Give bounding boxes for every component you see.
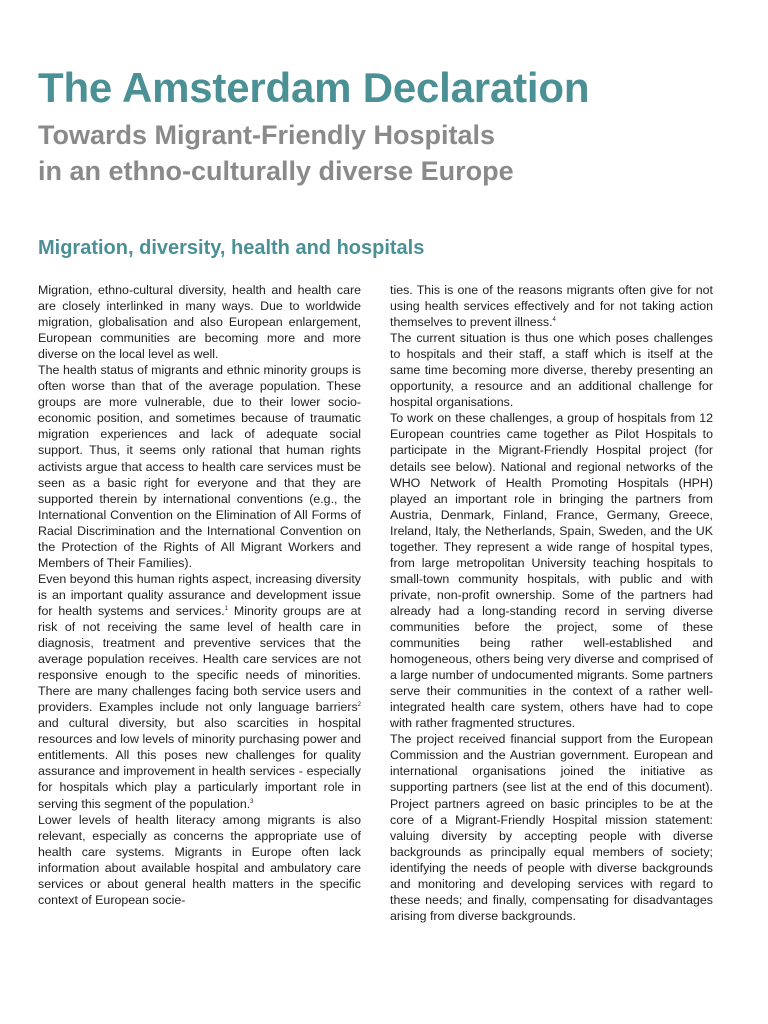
paragraph: [390, 282, 713, 330]
footnote-marker: 4: [552, 316, 556, 323]
paragraph: [38, 571, 361, 812]
footnote-marker: 3: [250, 798, 254, 805]
paragraph-text: Even beyond this human rights aspect, increasing diversity is an important quality assurance and development issue for health systems and services.: [38, 571, 361, 618]
footnote-marker: 2: [357, 702, 361, 709]
right-text-column: [390, 282, 713, 924]
paragraph-text: ties. This is one of the reasons migrants often give for not using health services effectively and for not taking action themselves to prevent illness.: [390, 283, 713, 330]
paragraph: The health status of migrants and ethnic minority groups is often worse than that of the average population. These groups are more vulnerable, due to their lower socio-economic position, and sometimes because of traumatic migration experiences and lack of adequate social support. Thus, it seems only rational that human rights activists argue that access to health care services must be seen as a basic right for everyone and that they are supported therein by international conventions (e.g., the International Convention on the Elimination of All Forms of Racial Discrimination and the International Convention on the Protection of the Rights of All Migrant Workers and Members of Their Families).: [38, 363, 361, 570]
paragraph-text: and cultural diversity, but also scarcities in hospital resources and low levels of minority purchasing power and entitlements. All this poses new challenges for quality assurance and improvement in health services - especially for hospitals which play a particularly important role in serving this segment of the population.: [38, 716, 361, 811]
paragraph: To work on these challenges, a group of hospitals from 12 European countries came together as Pilot Hospitals to participate in the Migrant-Friendly Hospital project (for details see below). National and regional networks of the WHO Network of Health Promoting Hospitals (HPH) played an important role in bringing the partners from Austria, Denmark, Finland, France, Germany, Greece, Ireland, Italy, the Netherlands, Spain, Sweden, and the UK together. They represent a wide range of hospital types, from large metropolitan University teaching hospitals to small-town community hospitals, with public and with private, non-profit ownership. Some of the partners had already had a long-standing record in serving diverse communities before the project, some of these communities being rather well-established and homogeneous, others being very diverse and comprised of a large number of undocumented migrants. Some partners serve their communities in the context of a rather well-integrated health care system, others have had to cope with rather fragmented structures.: [390, 411, 713, 731]
document-title: The Amsterdam Declaration: [38, 64, 590, 111]
section-heading: Migration, diversity, health and hospitals: [38, 237, 425, 259]
paragraph: Lower levels of health literacy among migrants is also relevant, especially as concerns the appropriate use of health care systems. Migrants in Europe often lack information about available hospital and ambulatory care services or about general health matters in the specific context of European socie-: [38, 812, 361, 907]
paragraph: The project received financial support from the European Commission and the Austrian government. European and international organisations joined the initiative as supporting partners (see list at the end of this document). Project partners agreed on basic principles to be at the core of a Migrant-Friendly Hospital mission statement: valuing diversity by accepting people with diverse backgrounds as principally equal members of society; identifying the needs of people with diverse backgrounds and monitoring and developing services with regard to these needs; and finally, compensating for disadvantages arising from diverse backgrounds.: [390, 732, 713, 923]
paragraph-text: Minority groups are at risk of not receiving the same level of health care in diagnosis, treatment and preventive services that the average population receives. Health care services are not responsive enough to the specific needs of minorities. There are many challenges facing both service users and providers. Examples include not only language barriers: [38, 603, 361, 715]
left-text-column: [38, 282, 361, 908]
footnote-marker: 1: [224, 605, 229, 612]
document-subtitle-line2: in an ethno-culturally diverse Europe: [38, 156, 514, 186]
paragraph: Migration, ethno-cultural diversity, health and health care are closely interlinked in many ways. Due to worldwide migration, globalisation and also European enlargement, European communities are becoming more and more diverse on the local level as well.: [38, 283, 361, 362]
document-subtitle-line1: Towards Migrant-Friendly Hospitals: [38, 120, 496, 150]
paragraph: The current situation is thus one which poses challenges to hospitals and their staff, a staff which is itself at the same time becoming more diverse, thereby presenting an opportunity, a resource and an additional challenge for hospital organisations.: [390, 331, 713, 410]
